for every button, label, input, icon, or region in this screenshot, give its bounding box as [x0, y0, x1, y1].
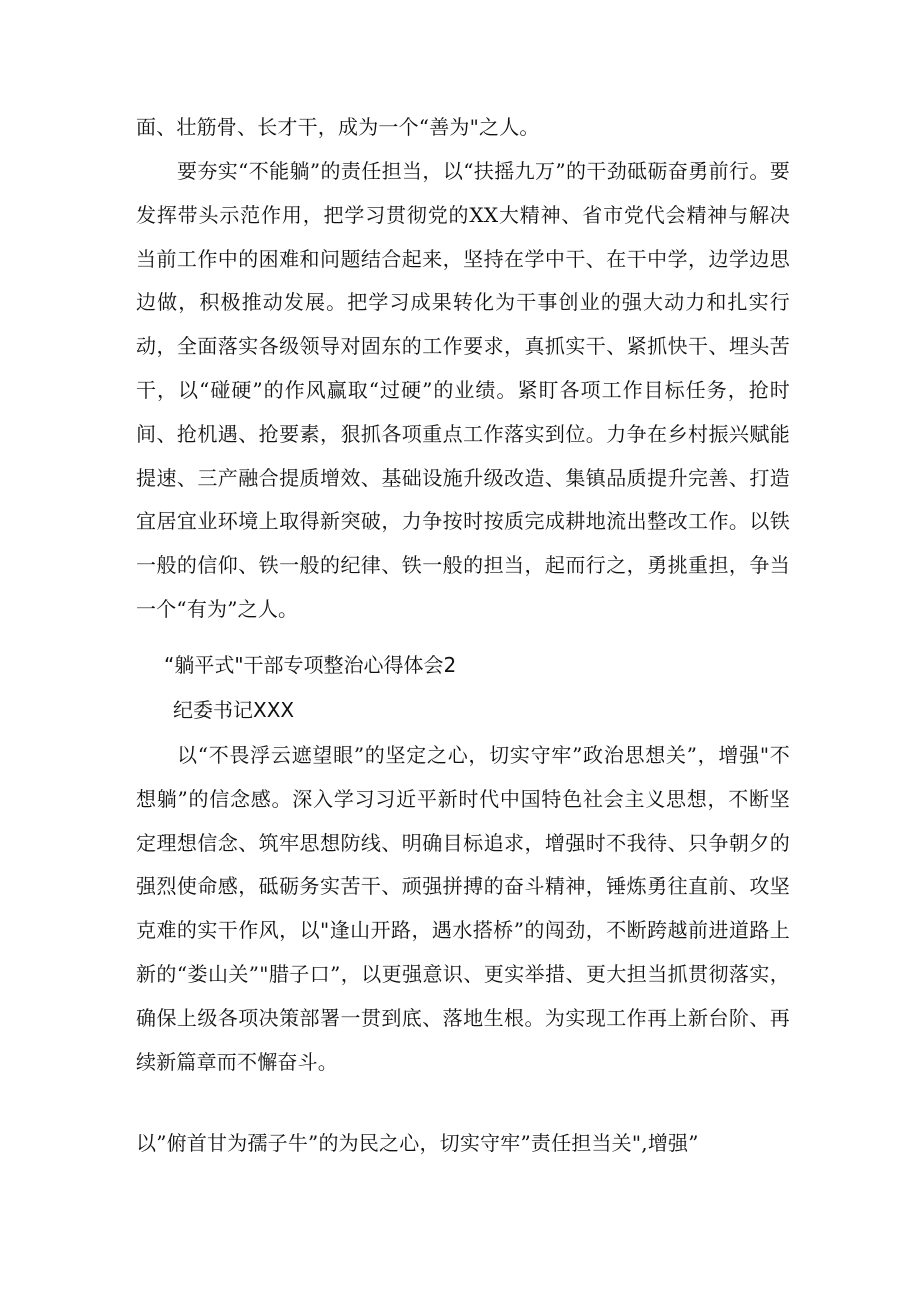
- author-name: 纪委书记XXX: [173, 698, 295, 722]
- paragraph-continuation: [136, 106, 790, 150]
- paragraph-text: 以“不畏浮云遮望眼”的坚定之心，切实守牢”政治思想关”，增强"不想躺”的信念感。深入学习习近平新时代中国特色社会主义思想，不断坚定理想信念、筑牢思想防线、明确目标追求，增强时不我待、只争朝夕的强烈使命感，砥砺务实苦干、顽强拼搏的奋斗精神，锤炼勇往直前、攻坚克难的实干作风，以"逢山开路，遇水搭桥”的闯劲，不断跨越前进道路上新的“娄山关”"腊子口”，以更强意识、更实举措、更大担当抓贯彻落实，确保上级各项决策部署一贯到底、落地生根。为实现工作再上新台阶、再续新篇章而不懈奋斗。: [136, 743, 790, 1074]
- paragraph-text: 面、壮筋骨、长才干，成为一个“善为"之人。: [136, 115, 540, 139]
- author-line: [136, 689, 790, 733]
- paragraph-political: [136, 734, 790, 1084]
- paragraph-text: 以”俯首甘为孺子牛”的为民之心，切实守牢”责任担当关",增强”: [136, 1131, 699, 1155]
- section-title: “躺平式"干部专项整治心得体会2: [164, 653, 457, 677]
- section-heading: [136, 644, 790, 688]
- paragraph-service: [136, 1122, 790, 1166]
- paragraph-responsibility: [136, 150, 790, 632]
- paragraph-text: 要夯实“不能躺”的责任担当，以“扶摇九万”的干劲砥砺奋勇前行。要发挥带头示范作用，把学习贯彻党的XX大精神、省市党代会精神与解决当前工作中的困难和问题结合起来，坚持在学中干、在干中学，边学边思边做，积极推动发展。把学习成果转化为干事创业的强大动力和扎实行动，全面落实各级领导对固东的工作要求，真抓实干、紧抓快干、埋头苦干，以“碰硬”的作风赢取“过硬”的业绩。紧盯各项工作目标任务，抢时间、抢机遇、抢要素，狠抓各项重点工作落实到位。力争在乡村振兴赋能提速、三产融合提质增效、基础设施升级改造、集镇品质提升完善、打造宜居宜业环境上取得新突破，力争按时按质完成耕地流出整改工作。以铁一般的信仰、铁一般的纪律、铁一般的担当，起而行之，勇挑重担，争当一个“有为”之人。: [136, 159, 790, 621]
